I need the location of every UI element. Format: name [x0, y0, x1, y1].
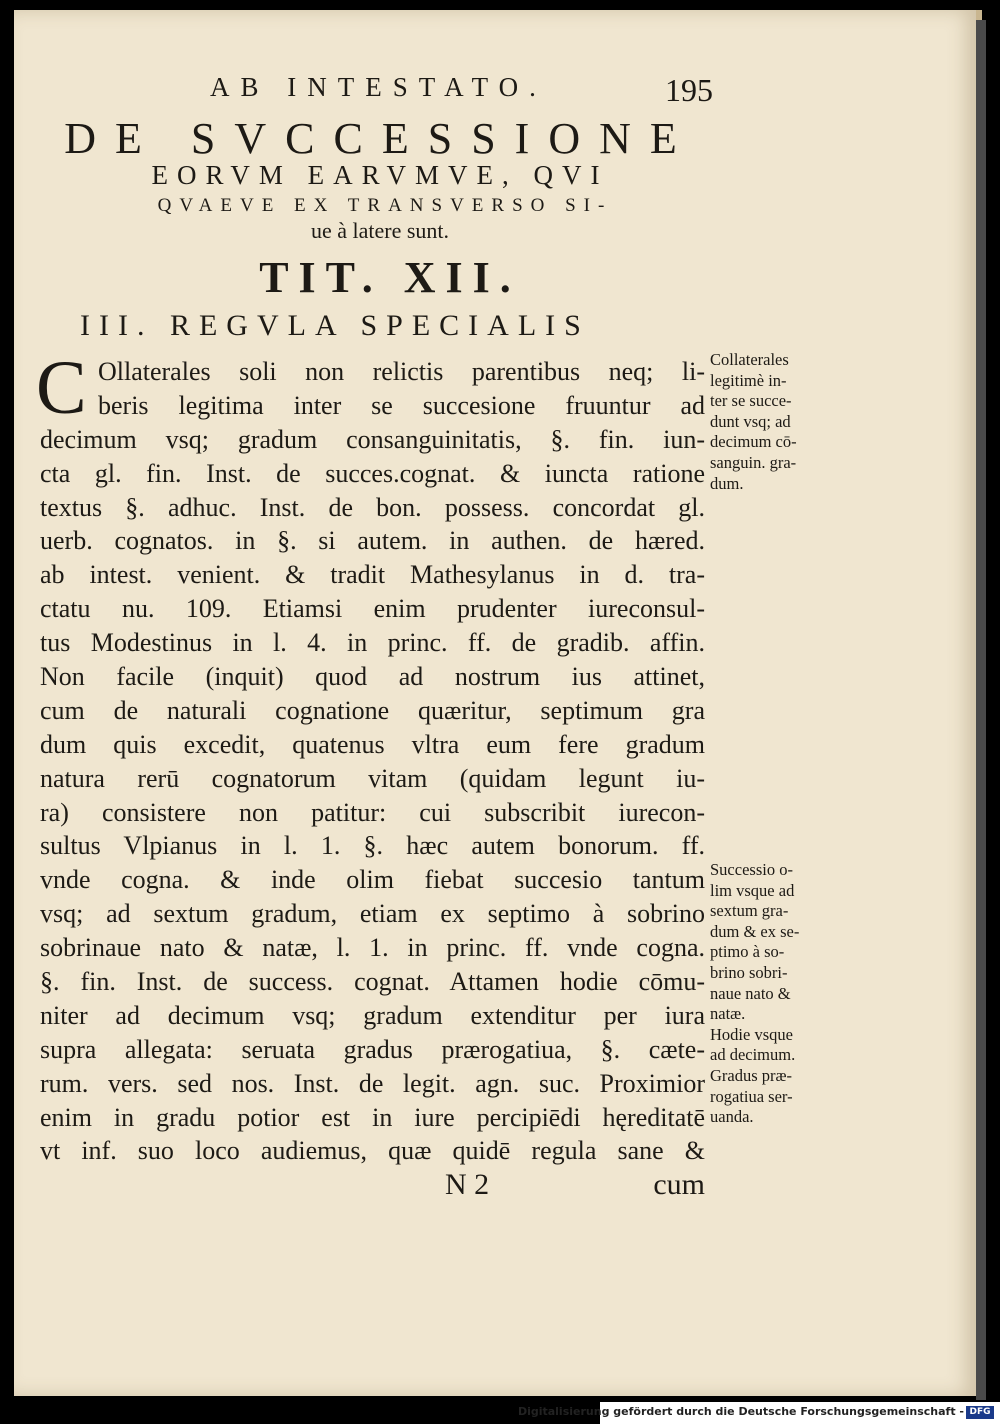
- marginal-line: naue nato &: [710, 983, 791, 1003]
- body-line: Ollaterales soli non relictis parentibus neq; li-: [98, 357, 705, 386]
- title-line-2: EORVM EARVMVE, QVI: [151, 160, 609, 190]
- footer-bar: [517, 1402, 1000, 1424]
- body-line: ctatu nu. 109. Etiamsi enim prudenter iureconsul-: [40, 594, 705, 624]
- body-line: textus §. adhuc. Inst. de bon. possess. concordat gl.: [40, 492, 705, 522]
- body-line: dum quis excedit, quatenus vltra eum fere gradum: [40, 729, 705, 759]
- marginal-line: Successio o-: [710, 860, 793, 879]
- body-line: Non facile (inquit) quod ad nostrum ius attinet,: [40, 662, 705, 692]
- marginal-line: legitimè in-: [710, 370, 787, 390]
- marginal-line: Hodie vsque: [710, 1024, 793, 1044]
- marginal-line: sextum gra-: [710, 901, 789, 921]
- marginal-line: ptimo à so-: [710, 942, 785, 962]
- marginal-line: lim vsque ad: [710, 880, 795, 900]
- marginal-line: Collaterales: [710, 350, 789, 369]
- page-number: 195: [665, 72, 713, 108]
- marginal-line: Gradus præ-: [710, 1065, 793, 1085]
- body-line: supra allegata: seruata gradus prærogatiua, §. cæte-: [40, 1034, 705, 1064]
- marginal-line: brino sobri-: [710, 962, 788, 982]
- marginal-line: ter se succe-: [710, 391, 792, 411]
- marginal-line: dum.: [710, 473, 744, 493]
- body-line: enim in gradu potior est in iure percipiēdi hęreditatē: [40, 1102, 705, 1132]
- body-line: ra) consistere non patitur: cui subscribit iurecon-: [40, 797, 705, 827]
- title-heading: TIT. XII.: [259, 253, 521, 302]
- signature-mark: N 2: [445, 1168, 490, 1201]
- title-line-3: QVAEVE EX TRANSVERSO SI-: [157, 195, 613, 216]
- marginal-line: uanda.: [710, 1107, 754, 1127]
- regula-heading: III. REGVLA SPECIALIS: [80, 309, 590, 342]
- marginal-line: natæ.: [710, 1004, 746, 1024]
- body-line: vsq; ad sextum gradum, etiam ex septimo à sobrino: [40, 899, 705, 929]
- body-line: cta gl. fin. Inst. de succes.cognat. & iuncta ratione: [40, 458, 705, 488]
- drop-initial: C: [36, 346, 87, 430]
- marginal-line: dum & ex se-: [710, 921, 800, 941]
- body-line: rum. vers. sed nos. Inst. de legit. agn. suc. Proximior: [40, 1068, 705, 1098]
- marginal-line: sanguin. gra-: [710, 452, 797, 472]
- marginal-line: ad decimum.: [710, 1045, 796, 1065]
- marginal-note-successio: [710, 860, 822, 1128]
- footer-credit: Digitalisierung gefördert durch die Deutsche Forschungsgemeinschaft -: [517, 1405, 964, 1418]
- body-line: cum de naturali cognatione quæritur, septimum gra: [40, 695, 705, 725]
- body-line: vnde cogna. & inde olim fiebat succesio tantum: [40, 865, 705, 895]
- marginal-line: dunt vsq; ad: [710, 411, 791, 431]
- page-edge: [976, 20, 986, 1400]
- body-line: natura rerū cognatorum vitam (quidam legunt iu-: [40, 763, 705, 793]
- body-line: ab intest. venient. & tradit Mathesylanus in d. tra-: [40, 560, 705, 590]
- body-line: tus Modestinus in l. 4. in princ. ff. de gradib. affin.: [40, 628, 705, 658]
- dfg-logo-icon: DFG: [966, 1406, 994, 1419]
- body-line: §. fin. Inst. de success. cognat. Attamen hodie cōmu-: [40, 967, 705, 997]
- body-line: sultus Vlpianus in l. 1. §. hæc autem bonorum. ff.: [40, 831, 705, 861]
- catchword: cum: [653, 1168, 705, 1201]
- body-line: sobrinaue nato & natæ, l. 1. in princ. ff. vnde cogna.: [40, 933, 705, 963]
- running-head: AB INTESTATO.: [210, 72, 547, 102]
- marginal-line: decimum cō-: [710, 432, 797, 452]
- marginal-note-collaterales: [710, 350, 822, 494]
- title-line-1: DE SVCCESSIONE: [64, 114, 696, 163]
- body-text: [40, 355, 705, 1168]
- marginal-line: rogatiua ser-: [710, 1086, 793, 1106]
- body-line: uerb. cognatos. in §. si autem. in authen. de hæred.: [40, 526, 705, 556]
- body-line: decimum vsq; gradum consanguinitatis, §. fin. iun-: [40, 424, 705, 454]
- body-line: niter ad decimum vsq; gradum extenditur per iura: [40, 1000, 705, 1030]
- body-line: beris legitima inter se succesione fruuntur ad: [98, 390, 705, 420]
- title-line-4: ue à latere sunt.: [310, 218, 450, 243]
- body-line: vt inf. suo loco audiemus, quæ quidē regula sane &: [40, 1136, 705, 1166]
